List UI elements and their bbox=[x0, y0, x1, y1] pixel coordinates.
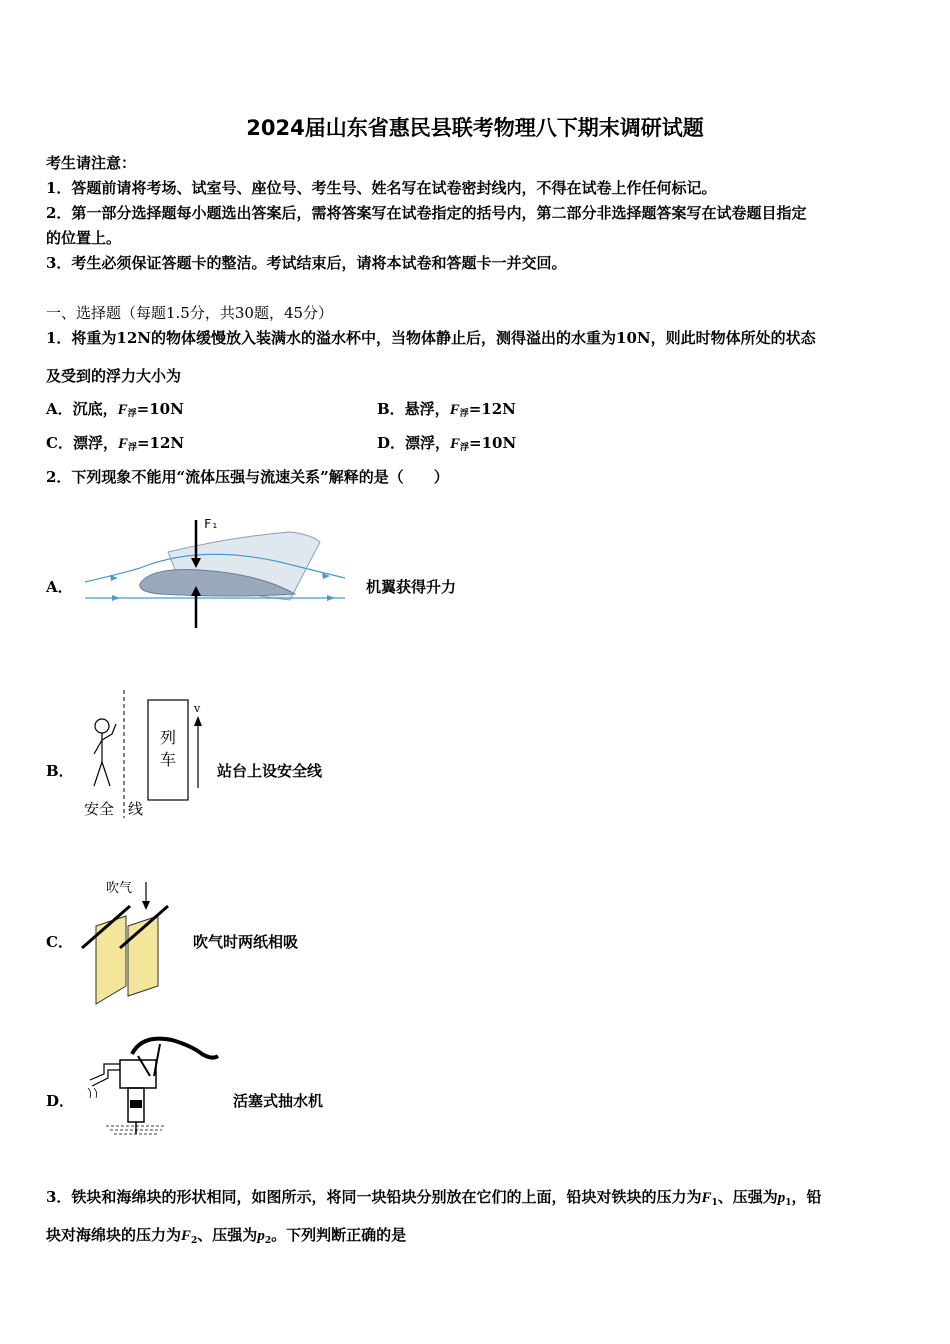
q1-stem-line1: 1．将重为12N的物体缓慢放入装满水的溢水杯中，当物体静止后，测得溢出的水重为10N，则此时物体所处的状态 bbox=[46, 329, 816, 347]
streamline-arrow bbox=[327, 595, 335, 601]
q3-stem-line2 bbox=[46, 1224, 406, 1246]
streamline-arrow bbox=[110, 575, 118, 581]
f1-label: F₁ bbox=[204, 517, 219, 531]
q2-option-a-letter[interactable]: A． bbox=[46, 578, 73, 596]
q2-option-d-letter[interactable]: D． bbox=[46, 1092, 75, 1110]
notice-item-1: 1．答题前请将考场、试室号、座位号、考生号、姓名写在试卷密封线内，不得在试卷上作任何标记。 bbox=[46, 179, 717, 197]
force-subscript: 浮 bbox=[459, 409, 469, 419]
q1-stem-line2: 及受到的浮力大小为 bbox=[46, 367, 182, 385]
force-symbol: F bbox=[701, 1190, 712, 1206]
safe-line-label-1: 安全 bbox=[84, 800, 115, 818]
pressure-symbol: p bbox=[777, 1190, 786, 1206]
force-symbol: F bbox=[450, 436, 461, 452]
force-symbol: F bbox=[181, 1228, 192, 1244]
option-value: =10N bbox=[136, 400, 184, 418]
q1-option-b[interactable] bbox=[377, 398, 516, 419]
option-text: A．沉底， bbox=[46, 400, 118, 418]
force-symbol: F bbox=[117, 436, 128, 452]
q2-option-d-caption: 活塞式抽水机 bbox=[233, 1092, 324, 1110]
option-text: C．漂浮， bbox=[46, 434, 118, 452]
subscript: 2 bbox=[191, 1236, 198, 1246]
paper-sheet-left bbox=[96, 916, 126, 1004]
notice-item-2: 2．第一部分选择题每小题选出答案后，需将答案写在试卷指定的括号内，第二部分非选择题答案写在试卷题目指定 bbox=[46, 204, 807, 222]
force-subscript: 浮 bbox=[127, 409, 137, 419]
velocity-label: v bbox=[194, 702, 201, 715]
notice-item-2-cont: 的位置上。 bbox=[46, 229, 122, 247]
person-arms bbox=[94, 724, 116, 754]
q2-stem: 2．下列现象不能用“流体压强与流速关系”解释的是（ ） bbox=[46, 468, 449, 486]
q3-text: ，铅 bbox=[791, 1188, 822, 1206]
q1-option-a[interactable] bbox=[46, 398, 184, 419]
pressure-symbol: p bbox=[257, 1228, 265, 1244]
q2-option-b-letter[interactable]: B． bbox=[46, 762, 74, 780]
platform-figure bbox=[80, 690, 210, 820]
pump-handle bbox=[132, 1039, 218, 1058]
streamline-arrow bbox=[112, 595, 120, 601]
water-flow bbox=[88, 1088, 97, 1098]
subscript: 1 bbox=[711, 1198, 718, 1208]
option-value: =10N bbox=[469, 434, 517, 452]
q3-text: 、压强为 bbox=[197, 1226, 258, 1244]
person-head bbox=[95, 719, 109, 733]
train-char-1: 列 bbox=[159, 728, 177, 747]
force-subscript: 浮 bbox=[127, 443, 137, 453]
q2-option-b-caption: 站台上设安全线 bbox=[217, 762, 323, 780]
pump-figure bbox=[82, 1030, 222, 1142]
section-heading: 一、选择题（每题1.5分，共30题，45分） bbox=[46, 304, 334, 322]
force-symbol: F bbox=[117, 402, 128, 418]
q2-option-c-caption: 吹气时两纸相吸 bbox=[193, 933, 299, 951]
q3-text: 。下列判断正确的是 bbox=[271, 1226, 407, 1244]
page-title: 2024届山东省惠民县联考物理八下期末调研试题 bbox=[246, 116, 704, 140]
option-text: D．漂浮， bbox=[377, 434, 451, 452]
q1-option-c[interactable] bbox=[46, 432, 184, 453]
force-subscript: 浮 bbox=[460, 443, 470, 453]
arrow-head bbox=[194, 716, 202, 726]
force-symbol: F bbox=[449, 402, 460, 418]
subscript: 2 bbox=[264, 1236, 272, 1246]
q3-stem-line1 bbox=[46, 1186, 822, 1208]
pump-head bbox=[120, 1060, 156, 1088]
q2-option-a-caption: 机翼获得升力 bbox=[366, 578, 457, 596]
q1-option-d[interactable] bbox=[377, 432, 516, 453]
arrow-head bbox=[142, 901, 150, 910]
option-value: =12N bbox=[136, 434, 185, 452]
q3-text: 3．铁块和海绵块的形状相同，如图所示，将同一块铅块分别放在它们的上面，铅块对铁块的压力为 bbox=[46, 1188, 702, 1206]
q3-text: 块对海绵块的压力为 bbox=[46, 1226, 182, 1244]
option-value: =12N bbox=[468, 400, 516, 418]
blow-label: 吹气 bbox=[106, 881, 133, 896]
notice-heading: 考生请注意： bbox=[46, 154, 137, 172]
q3-text: 、压强为 bbox=[717, 1188, 778, 1206]
piston bbox=[130, 1100, 142, 1108]
person-legs bbox=[94, 762, 110, 786]
option-text: B．悬浮， bbox=[377, 400, 450, 418]
airfoil-figure bbox=[80, 512, 360, 632]
notice-item-3: 3．考生必须保证答题卡的整洁。考试结束后，请将本试卷和答题卡一并交回。 bbox=[46, 254, 567, 272]
paper-figure bbox=[80, 876, 190, 1008]
subscript: 1 bbox=[785, 1198, 792, 1208]
safe-line-label-2: 线 bbox=[128, 800, 144, 818]
train-char-2: 车 bbox=[159, 750, 177, 769]
q2-option-c-letter[interactable]: C． bbox=[46, 933, 73, 951]
spout bbox=[90, 1064, 120, 1086]
